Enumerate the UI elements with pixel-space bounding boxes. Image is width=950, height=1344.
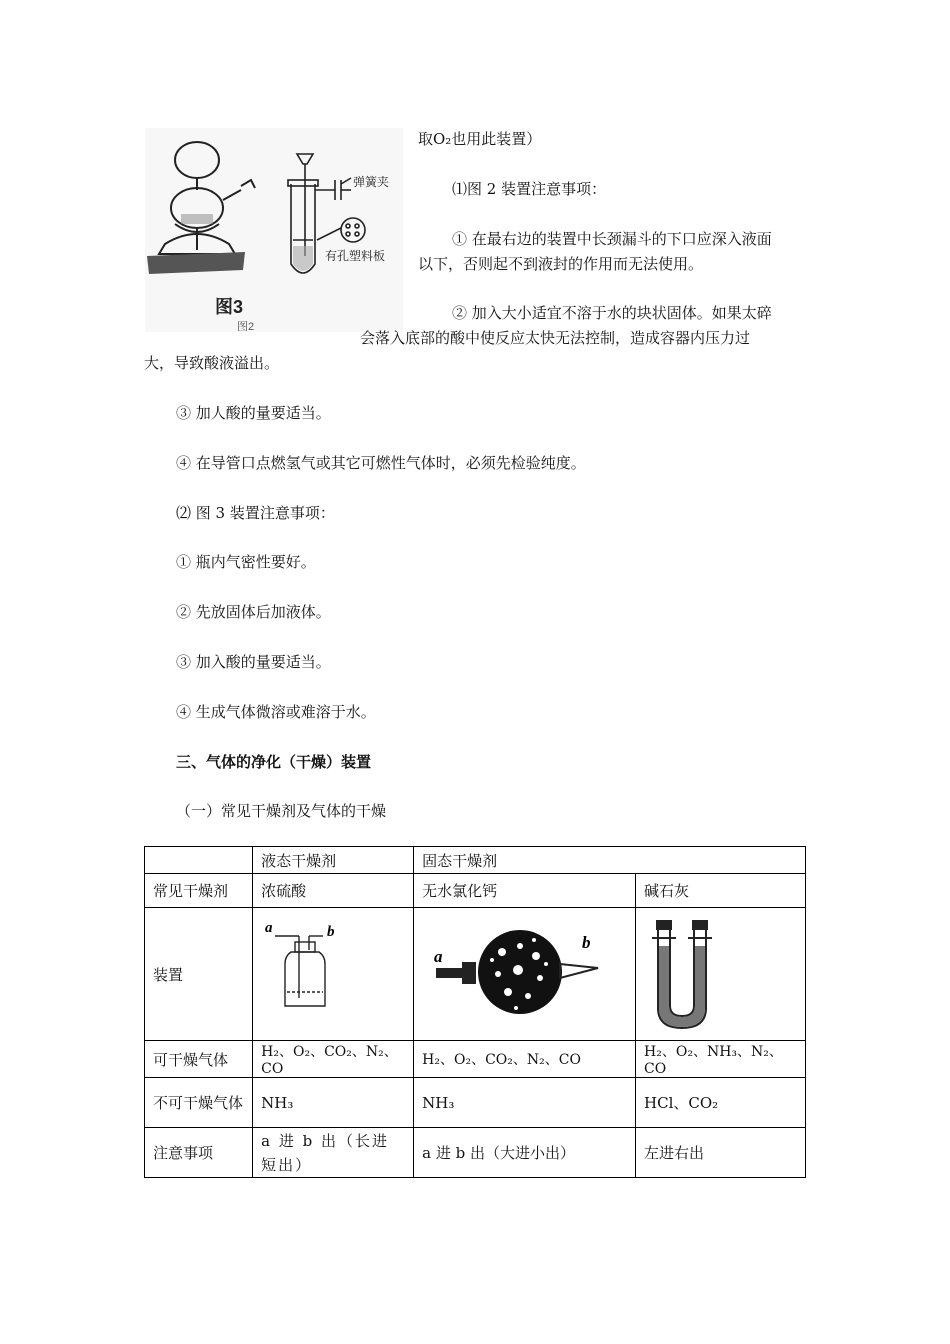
table-row [145, 1128, 806, 1178]
cell-not-dryable-3: HCl、CO₂ [636, 1078, 806, 1128]
row-label-dryable: 可干燥气体 [145, 1041, 253, 1078]
fig2-note-4: ④ 在导管口点燃氢气或其它可燃性气体时，必须先检验纯度。 [176, 454, 586, 472]
section-subtitle: （一）常见干燥剂及气体的干燥 [176, 802, 387, 820]
gas-washing-bottle-icon [261, 912, 405, 1032]
fig3-note-3: ③ 加入酸的量要适当。 [176, 653, 331, 671]
intro-line: 取O₂也用此装置） [418, 130, 542, 148]
fig2-note-2b: 会落入底部的酸中使反应太快无法控制，造成容器内压力过 [360, 329, 751, 347]
table-row [145, 1041, 806, 1078]
fig2-heading: ⑴图 2 装置注意事项： [452, 180, 607, 198]
row-label-notes: 注意事项 [145, 1128, 253, 1178]
fig3-note-4: ④ 生成气体微溶或难溶于水。 [176, 703, 376, 721]
fig2-label: 图2 [237, 321, 255, 332]
header-solid: 固态干燥剂 [414, 847, 806, 874]
table-row [145, 847, 806, 874]
cell-notes-2: a 进 b 出（大进小出） [414, 1128, 636, 1178]
fig2-note-3: ③ 加人酸的量要适当。 [176, 404, 331, 422]
drying-agents-table [144, 846, 806, 1178]
cell-device-gas-washing-bottle [253, 908, 414, 1041]
cell-dryable-1: H₂、O₂、CO₂、N₂、CO [253, 1041, 414, 1078]
label-a: a [265, 920, 273, 936]
apparatus-figures [145, 128, 403, 332]
cell-notes-3: 左进右出 [636, 1128, 806, 1178]
cell-agent-3: 碱石灰 [636, 874, 806, 908]
fig2-note-2c: 大，导致酸液溢出。 [144, 354, 280, 372]
header-liquid: 液态干燥剂 [253, 847, 414, 874]
cell-device-drying-tube [414, 908, 636, 1041]
fig2-note-1a: ① 在最右边的装置中长颈漏斗的下口应深入液面 [452, 230, 772, 248]
cell-not-dryable-1: NH₃ [253, 1078, 414, 1128]
fig3-note-1: ① 瓶内气密性要好。 [176, 553, 316, 571]
fig2-note-1b: 以下，否则起不到液封的作用而无法使用。 [418, 255, 704, 273]
table-cell-empty [145, 847, 253, 874]
cell-device-u-tube [636, 908, 806, 1041]
section-title: 三、气体的净化（干燥）装置 [176, 753, 372, 771]
cell-notes-1: a 进 b 出（长进短出） [253, 1128, 414, 1178]
perforated-plate-label: 有孔塑料板 [325, 249, 386, 263]
label-b: b [327, 924, 335, 940]
fig3-note-2: ② 先放固体后加液体。 [176, 603, 331, 621]
spring-clip-label: 弹簧夹 [353, 175, 390, 189]
fig3-label: 图3 [215, 297, 244, 317]
cell-not-dryable-2: NH₃ [414, 1078, 636, 1128]
table-row [145, 908, 806, 1041]
u-tube-icon [644, 912, 794, 1032]
cell-agent-1: 浓硫酸 [253, 874, 414, 908]
fig2-note-2a: ② 加入大小适宜不溶于水的块状固体。如果太碎 [452, 304, 772, 322]
row-label-device: 装置 [145, 908, 253, 1041]
cell-dryable-2: H₂、O₂、CO₂、N₂、CO [414, 1041, 636, 1078]
cell-dryable-3: H₂、O₂、NH₃、N₂、CO [636, 1041, 806, 1078]
table-row [145, 874, 806, 908]
fig3-heading: ⑵ 图 3 装置注意事项： [176, 504, 335, 522]
cell-agent-2: 无水氯化钙 [414, 874, 636, 908]
kipp-generator-illustration [145, 128, 403, 332]
table-row [145, 1078, 806, 1128]
label-a: a [434, 947, 443, 966]
label-b: b [582, 933, 591, 952]
row-label-not-dryable: 不可干燥气体 [145, 1078, 253, 1128]
row-label-agent: 常见干燥剂 [145, 874, 253, 908]
drying-tube-icon [422, 912, 622, 1032]
